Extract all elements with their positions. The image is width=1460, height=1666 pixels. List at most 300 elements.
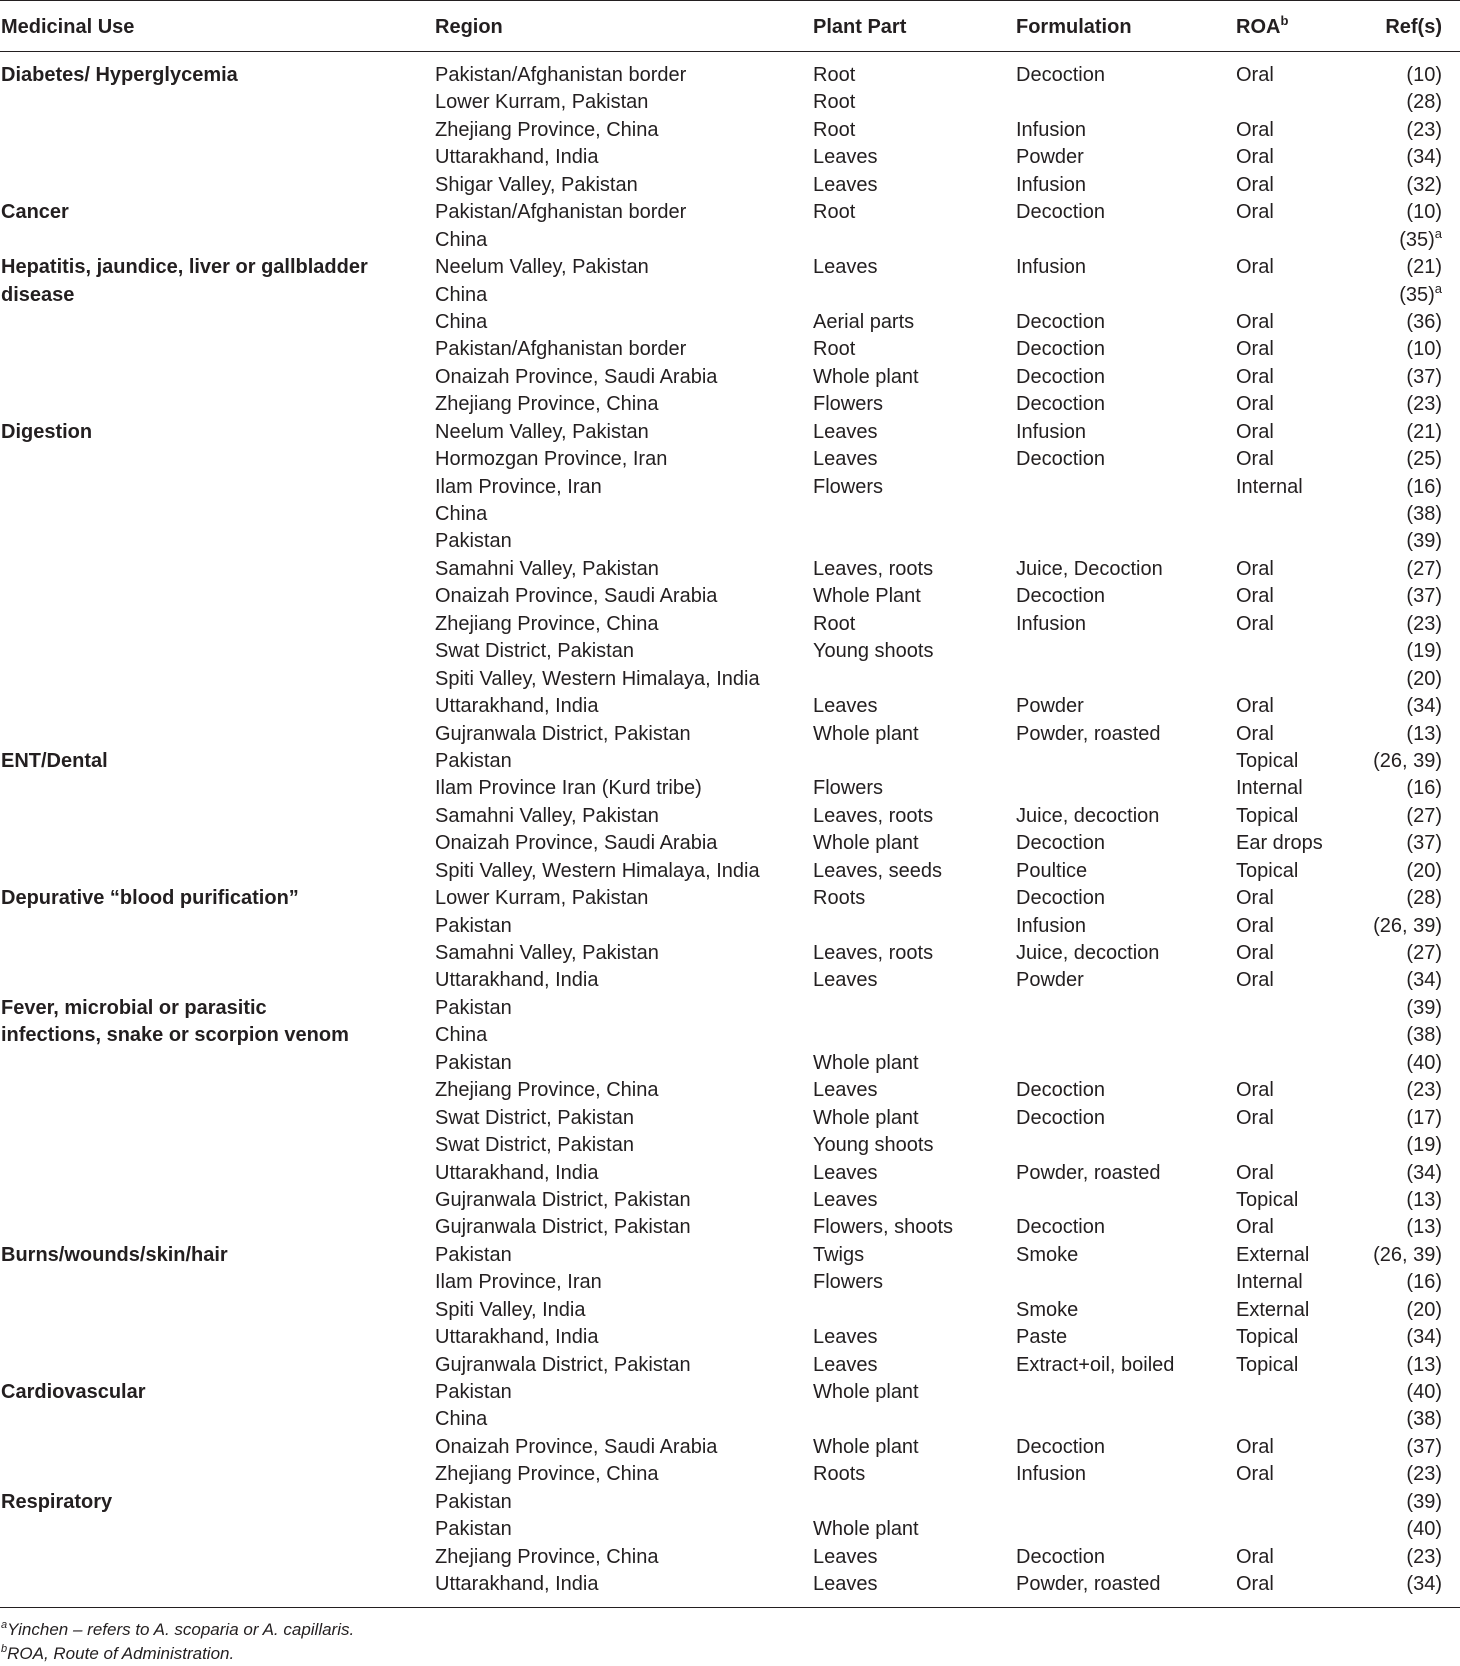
ref-text: (23) xyxy=(1406,393,1442,416)
table-row xyxy=(0,858,1460,885)
medicinal-use-cell: infections, snake or scorpion venom xyxy=(1,1024,349,1047)
formulation-cell: Infusion xyxy=(1016,612,1087,635)
ref-text: (21) xyxy=(1406,256,1442,279)
table-row xyxy=(0,364,1460,391)
roa-cell: Oral xyxy=(1236,146,1274,169)
table-row xyxy=(0,199,1460,226)
ref-cell xyxy=(1406,1269,1442,1295)
ref-cell xyxy=(1399,282,1442,308)
ref-text: (28) xyxy=(1406,91,1442,114)
table-row xyxy=(0,117,1460,144)
ref-cell xyxy=(1373,748,1442,774)
region-cell: Lower Kurram, Pakistan xyxy=(435,887,649,910)
plant-part-cell: Leaves xyxy=(813,969,878,992)
region-cell: Gujranwala District, Pakistan xyxy=(435,722,691,745)
ref-text: (35) xyxy=(1399,283,1435,306)
ref-cell xyxy=(1406,1160,1442,1186)
formulation-cell: Infusion xyxy=(1016,118,1087,141)
region-cell: Neelum Valley, Pakistan xyxy=(435,256,649,279)
table-row xyxy=(0,666,1460,693)
ref-cell xyxy=(1406,1105,1442,1131)
medicinal-use-cell: Burns/wounds/skin/hair xyxy=(1,1243,228,1266)
region-cell: China xyxy=(435,1024,488,1047)
ref-cell xyxy=(1406,775,1442,801)
roa-cell: Topical xyxy=(1236,859,1299,882)
ref-text: (19) xyxy=(1406,1134,1442,1157)
ref-cell xyxy=(1406,117,1442,143)
table-bottom-rule xyxy=(0,1607,1460,1608)
table-row xyxy=(0,1571,1460,1598)
formulation-cell: Paste xyxy=(1016,1326,1068,1349)
region-cell: Lower Kurram, Pakistan xyxy=(435,91,649,114)
roa-cell: External xyxy=(1236,1298,1310,1321)
ref-text: (40) xyxy=(1406,1381,1442,1403)
table-row xyxy=(0,1352,1460,1379)
ref-text: (34) xyxy=(1406,1573,1442,1596)
region-cell: Pakistan xyxy=(435,914,512,937)
ref-text: (13) xyxy=(1406,1216,1442,1239)
formulation-cell: Powder, roasted xyxy=(1016,1161,1161,1184)
roa-cell: Oral xyxy=(1236,393,1274,416)
plant-part-cell: Flowers xyxy=(813,1271,884,1294)
plant-part-cell: Leaves xyxy=(813,1161,878,1184)
roa-cell: Ear drops xyxy=(1236,832,1323,855)
ref-text: (27) xyxy=(1406,804,1442,827)
table-row xyxy=(0,1022,1460,1049)
table-row xyxy=(0,309,1460,336)
region-cell: Uttarakhand, India xyxy=(435,1573,599,1596)
region-cell: Spiti Valley, Western Himalaya, India xyxy=(435,859,760,882)
table-row xyxy=(0,1461,1460,1488)
plant-part-cell: Whole plant xyxy=(813,1518,919,1541)
plant-part-cell: Leaves, roots xyxy=(813,942,934,964)
ref-text: (20) xyxy=(1406,859,1442,882)
ref-text: (23) xyxy=(1406,1545,1442,1568)
table-row xyxy=(0,1105,1460,1132)
formulation-cell: Decoction xyxy=(1016,448,1105,471)
formulation-cell: Decoction xyxy=(1016,365,1105,388)
footnote-a-text: Yinchen – refers to A. scoparia or A. capillaris. xyxy=(7,1620,355,1639)
table-row xyxy=(0,638,1460,665)
roa-cell: Oral xyxy=(1236,1079,1274,1102)
ref-text: (10) xyxy=(1406,64,1442,86)
ref-text: (10) xyxy=(1406,201,1442,224)
formulation-cell: Decoction xyxy=(1016,1079,1105,1102)
region-cell: China xyxy=(435,228,488,251)
formulation-cell: Powder xyxy=(1016,146,1084,169)
plant-part-cell: Young shoots xyxy=(813,640,934,663)
ref-cell xyxy=(1406,1352,1442,1378)
ref-cell xyxy=(1406,144,1442,170)
medicinal-use-cell: Digestion xyxy=(1,420,93,443)
table-row xyxy=(0,1489,1460,1516)
table-row xyxy=(0,1324,1460,1351)
formulation-cell: Powder xyxy=(1016,695,1084,718)
ref-cell xyxy=(1406,1132,1442,1158)
roa-cell: Oral xyxy=(1236,1545,1274,1568)
region-cell: Onaizah Province, Saudi Arabia xyxy=(435,832,718,855)
table-row xyxy=(0,62,1460,89)
formulation-cell: Juice, decoction xyxy=(1016,804,1160,827)
ref-cell xyxy=(1406,666,1442,692)
ref-cell xyxy=(1406,1324,1442,1350)
plant-part-cell: Root xyxy=(813,612,856,635)
table-row xyxy=(0,528,1460,555)
plant-part-cell: Leaves xyxy=(813,1545,878,1568)
medicinal-use-cell: Cardiovascular xyxy=(1,1381,146,1403)
header-roa xyxy=(1236,14,1288,40)
formulation-cell: Infusion xyxy=(1016,420,1087,443)
ref-text: (36) xyxy=(1406,310,1442,333)
region-cell: Zhejiang Province, China xyxy=(435,393,659,416)
roa-cell: Oral xyxy=(1236,695,1274,718)
formulation-cell: Decoction xyxy=(1016,1106,1105,1129)
roa-cell: External xyxy=(1236,1243,1310,1266)
ref-text: (39) xyxy=(1406,530,1442,553)
ref-text: (16) xyxy=(1406,1271,1442,1294)
formulation-cell: Extract+oil, boiled xyxy=(1016,1353,1175,1376)
plant-part-cell: Whole plant xyxy=(813,365,919,388)
ref-text: (34) xyxy=(1406,1326,1442,1349)
ref-cell xyxy=(1406,364,1442,390)
table-row xyxy=(0,391,1460,418)
ref-text: (17) xyxy=(1406,1106,1442,1129)
medicinal-use-cell: Hepatitis, jaundice, liver or gallbladder xyxy=(1,256,368,279)
roa-cell: Oral xyxy=(1236,1106,1274,1129)
header-region: Region xyxy=(435,16,503,38)
ref-text: (37) xyxy=(1406,585,1442,608)
ref-sup: a xyxy=(1434,225,1442,241)
formulation-cell: Decoction xyxy=(1016,1435,1105,1458)
formulation-cell: Decoction xyxy=(1016,64,1105,86)
ref-cell xyxy=(1406,474,1442,500)
plant-part-cell: Leaves xyxy=(813,1573,878,1596)
formulation-cell: Decoction xyxy=(1016,832,1105,855)
ref-text: (40) xyxy=(1406,1051,1442,1074)
plant-part-cell: Young shoots xyxy=(813,1134,934,1157)
region-cell: Gujranwala District, Pakistan xyxy=(435,1353,691,1376)
region-cell: Pakistan xyxy=(435,1243,512,1266)
plant-part-cell: Leaves xyxy=(813,1353,878,1376)
ref-cell xyxy=(1406,419,1442,445)
table-row xyxy=(0,583,1460,610)
ref-text: (16) xyxy=(1406,475,1442,498)
roa-cell: Topical xyxy=(1236,1353,1299,1376)
ref-text: (13) xyxy=(1406,1188,1442,1211)
region-cell: Zhejiang Province, China xyxy=(435,612,659,635)
roa-cell: Oral xyxy=(1236,420,1274,443)
table-row xyxy=(0,885,1460,912)
ref-text: (23) xyxy=(1406,1463,1442,1486)
table-row xyxy=(0,1214,1460,1241)
region-cell: China xyxy=(435,310,488,333)
formulation-cell: Smoke xyxy=(1016,1243,1079,1266)
ref-cell xyxy=(1406,611,1442,637)
formulation-cell: Powder xyxy=(1016,969,1084,992)
ref-text: (26, 39) xyxy=(1373,914,1442,937)
table-row xyxy=(0,1242,1460,1269)
ref-text: (21) xyxy=(1406,420,1442,443)
region-cell: Uttarakhand, India xyxy=(435,146,599,169)
region-cell: Ilam Province, Iran xyxy=(435,1271,602,1294)
region-cell: Gujranwala District, Pakistan xyxy=(435,1216,691,1239)
region-cell: Samahni Valley, Pakistan xyxy=(435,942,659,964)
footnote-a-marker: a xyxy=(1,1619,8,1631)
header-formulation: Formulation xyxy=(1016,16,1132,38)
region-cell: Uttarakhand, India xyxy=(435,1161,599,1184)
ref-cell xyxy=(1373,1242,1442,1268)
formulation-cell: Decoction xyxy=(1016,585,1105,608)
table-row xyxy=(0,1406,1460,1433)
table-row xyxy=(0,693,1460,720)
ref-text: (37) xyxy=(1406,365,1442,388)
table-row xyxy=(0,172,1460,199)
roa-cell: Oral xyxy=(1236,118,1274,141)
roa-cell: Oral xyxy=(1236,914,1274,937)
region-cell: Swat District, Pakistan xyxy=(435,1134,634,1157)
ref-cell xyxy=(1406,1297,1442,1323)
formulation-cell: Poultice xyxy=(1016,859,1088,882)
table-row xyxy=(0,1297,1460,1324)
region-cell: Ilam Province, Iran xyxy=(435,475,602,498)
table-row xyxy=(0,721,1460,748)
plant-part-cell: Root xyxy=(813,338,856,361)
table-header xyxy=(0,0,1460,52)
table-row xyxy=(0,995,1460,1022)
region-cell: Pakistan xyxy=(435,1381,512,1403)
table-row xyxy=(0,501,1460,528)
plant-part-cell: Whole plant xyxy=(813,1381,919,1403)
roa-cell: Internal xyxy=(1236,1271,1303,1294)
region-cell: Gujranwala District, Pakistan xyxy=(435,1188,691,1211)
medicinal-use-cell: Diabetes/ Hyperglycemia xyxy=(1,64,238,86)
ref-cell xyxy=(1406,446,1442,472)
table-row xyxy=(0,144,1460,171)
table-row xyxy=(0,611,1460,638)
ref-cell xyxy=(1406,721,1442,747)
region-cell: Uttarakhand, India xyxy=(435,695,599,718)
region-cell: Neelum Valley, Pakistan xyxy=(435,420,649,443)
ref-cell xyxy=(1406,803,1442,829)
medicinal-use-cell: Respiratory xyxy=(1,1490,113,1513)
formulation-cell: Decoction xyxy=(1016,393,1105,416)
table-row xyxy=(0,1077,1460,1104)
formulation-cell: Smoke xyxy=(1016,1298,1079,1321)
region-cell: Pakistan/Afghanistan border xyxy=(435,338,687,361)
ref-cell xyxy=(1406,172,1442,198)
ref-cell xyxy=(1406,1461,1442,1487)
table-row xyxy=(0,419,1460,446)
table-row xyxy=(0,556,1460,583)
plant-part-cell: Leaves, roots xyxy=(813,557,934,580)
formulation-cell: Powder, roasted xyxy=(1016,1573,1161,1596)
ref-text: (10) xyxy=(1406,338,1442,361)
region-cell: Pakistan xyxy=(435,996,512,1019)
region-cell: Zhejiang Province, China xyxy=(435,1463,659,1486)
region-cell: Onaizah Province, Saudi Arabia xyxy=(435,365,718,388)
table-row xyxy=(0,254,1460,281)
ref-cell xyxy=(1406,1050,1442,1076)
formulation-cell: Decoction xyxy=(1016,201,1105,224)
table-row xyxy=(0,89,1460,116)
region-cell: Pakistan/Afghanistan border xyxy=(435,64,687,86)
table-body xyxy=(0,52,1460,1599)
plant-part-cell: Whole plant xyxy=(813,1051,919,1074)
roa-cell: Oral xyxy=(1236,612,1274,635)
region-cell: Pakistan xyxy=(435,530,512,553)
ref-cell xyxy=(1406,1434,1442,1460)
ref-cell xyxy=(1406,1489,1442,1515)
roa-cell: Oral xyxy=(1236,1435,1274,1458)
formulation-cell: Decoction xyxy=(1016,887,1105,910)
ref-cell xyxy=(1406,199,1442,225)
header-plant-part: Plant Part xyxy=(813,16,907,38)
formulation-cell: Juice, decoction xyxy=(1016,942,1160,964)
table-row xyxy=(0,940,1460,967)
ref-text: (38) xyxy=(1406,1024,1442,1047)
plant-part-cell: Leaves xyxy=(813,1326,878,1349)
table-row xyxy=(0,474,1460,501)
ref-cell xyxy=(1406,583,1442,609)
ref-cell xyxy=(1406,858,1442,884)
plant-part-cell: Leaves xyxy=(813,173,878,196)
ref-text: (27) xyxy=(1406,557,1442,580)
region-cell: Uttarakhand, India xyxy=(435,969,599,992)
header-roa-label: ROA xyxy=(1236,16,1281,38)
table-row xyxy=(0,1132,1460,1159)
roa-cell: Topical xyxy=(1236,749,1299,772)
roa-cell: Topical xyxy=(1236,804,1299,827)
region-cell: Zhejiang Province, China xyxy=(435,1079,659,1102)
table-row xyxy=(0,1434,1460,1461)
roa-cell: Oral xyxy=(1236,201,1274,224)
region-cell: Samahni Valley, Pakistan xyxy=(435,557,659,580)
ref-text: (19) xyxy=(1406,640,1442,663)
roa-cell: Oral xyxy=(1236,1216,1274,1239)
region-cell: China xyxy=(435,503,488,525)
ref-cell xyxy=(1406,391,1442,417)
ref-cell xyxy=(1406,1544,1442,1570)
region-cell: Zhejiang Province, China xyxy=(435,1545,659,1568)
ref-text: (35) xyxy=(1399,228,1435,251)
medicinal-use-cell: disease xyxy=(1,283,75,306)
ref-cell xyxy=(1406,1187,1442,1213)
ref-text: (13) xyxy=(1406,1353,1442,1376)
header-refs: Ref(s) xyxy=(1385,16,1442,38)
plant-part-cell: Twigs xyxy=(813,1243,865,1266)
plant-part-cell: Whole plant xyxy=(813,722,919,745)
ref-text: (13) xyxy=(1406,722,1442,745)
formulation-cell: Infusion xyxy=(1016,173,1087,196)
plant-part-cell: Leaves xyxy=(813,1188,878,1211)
formulation-cell: Decoction xyxy=(1016,310,1105,333)
region-cell: Swat District, Pakistan xyxy=(435,1106,634,1129)
ref-text: (39) xyxy=(1406,1490,1442,1513)
ref-text: (26, 39) xyxy=(1373,1243,1442,1266)
formulation-cell: Powder, roasted xyxy=(1016,722,1161,745)
roa-cell: Internal xyxy=(1236,777,1303,800)
ref-cell xyxy=(1406,62,1442,88)
table-row xyxy=(0,1187,1460,1214)
ref-text: (34) xyxy=(1406,146,1442,169)
table-row xyxy=(0,1516,1460,1543)
medicinal-use-cell: Depurative “blood purification” xyxy=(1,887,299,910)
plant-part-cell: Flowers, shoots xyxy=(813,1216,954,1239)
ref-text: (39) xyxy=(1406,996,1442,1019)
plant-part-cell: Root xyxy=(813,64,856,86)
plant-part-cell: Leaves xyxy=(813,695,878,718)
plant-part-cell: Flowers xyxy=(813,393,884,416)
medicinal-use-cell: Cancer xyxy=(1,201,69,224)
table-row xyxy=(0,227,1460,254)
region-cell: Pakistan xyxy=(435,749,512,772)
plant-part-cell: Root xyxy=(813,91,856,114)
ref-cell xyxy=(1406,1406,1442,1432)
header-medicinal-use: Medicinal Use xyxy=(1,16,135,38)
region-cell: Onaizah Province, Saudi Arabia xyxy=(435,1435,718,1458)
ref-cell xyxy=(1406,995,1442,1021)
roa-cell: Oral xyxy=(1236,256,1274,279)
medicinal-use-cell: Fever, microbial or parasitic xyxy=(1,996,267,1019)
plant-part-cell: Leaves, seeds xyxy=(813,859,942,882)
ref-cell xyxy=(1406,1379,1442,1405)
ref-text: (25) xyxy=(1406,448,1442,471)
roa-cell: Oral xyxy=(1236,722,1274,745)
ref-text: (20) xyxy=(1406,1298,1442,1321)
ref-text: (38) xyxy=(1406,503,1442,525)
roa-cell: Oral xyxy=(1236,448,1274,471)
table-row xyxy=(0,336,1460,363)
table-row xyxy=(0,775,1460,802)
roa-cell: Oral xyxy=(1236,969,1274,992)
ref-text: (20) xyxy=(1406,667,1442,690)
roa-cell: Oral xyxy=(1236,1463,1274,1486)
ref-text: (27) xyxy=(1406,942,1442,964)
footnote-a xyxy=(1,1620,354,1640)
region-cell: Shigar Valley, Pakistan xyxy=(435,173,638,196)
ref-text: (23) xyxy=(1406,118,1442,141)
ref-cell xyxy=(1406,309,1442,335)
ref-cell xyxy=(1406,1214,1442,1240)
plant-part-cell: Whole plant xyxy=(813,1435,919,1458)
ref-cell xyxy=(1406,556,1442,582)
plant-part-cell: Whole Plant xyxy=(813,585,921,608)
ref-text: (34) xyxy=(1406,969,1442,992)
region-cell: Spiti Valley, India xyxy=(435,1298,586,1321)
ref-text: (23) xyxy=(1406,1079,1442,1102)
plant-part-cell: Roots xyxy=(813,1463,866,1486)
ref-text: (34) xyxy=(1406,695,1442,718)
ref-cell xyxy=(1399,227,1442,253)
ref-cell xyxy=(1406,1516,1442,1542)
ref-cell xyxy=(1406,693,1442,719)
region-cell: Pakistan xyxy=(435,1518,512,1541)
footnote-b xyxy=(1,1644,234,1664)
region-cell: Hormozgan Province, Iran xyxy=(435,448,668,471)
plant-part-cell: Whole plant xyxy=(813,1106,919,1129)
roa-cell: Internal xyxy=(1236,475,1303,498)
plant-part-cell: Roots xyxy=(813,887,866,910)
plant-part-cell: Root xyxy=(813,201,856,224)
plant-part-cell: Aerial parts xyxy=(813,310,915,333)
formulation-cell: Infusion xyxy=(1016,914,1087,937)
roa-cell: Oral xyxy=(1236,64,1274,86)
region-cell: Swat District, Pakistan xyxy=(435,640,634,663)
region-cell: Uttarakhand, India xyxy=(435,1326,599,1349)
ref-text: (37) xyxy=(1406,1435,1442,1458)
plant-part-cell: Flowers xyxy=(813,475,884,498)
ref-cell xyxy=(1373,913,1442,939)
